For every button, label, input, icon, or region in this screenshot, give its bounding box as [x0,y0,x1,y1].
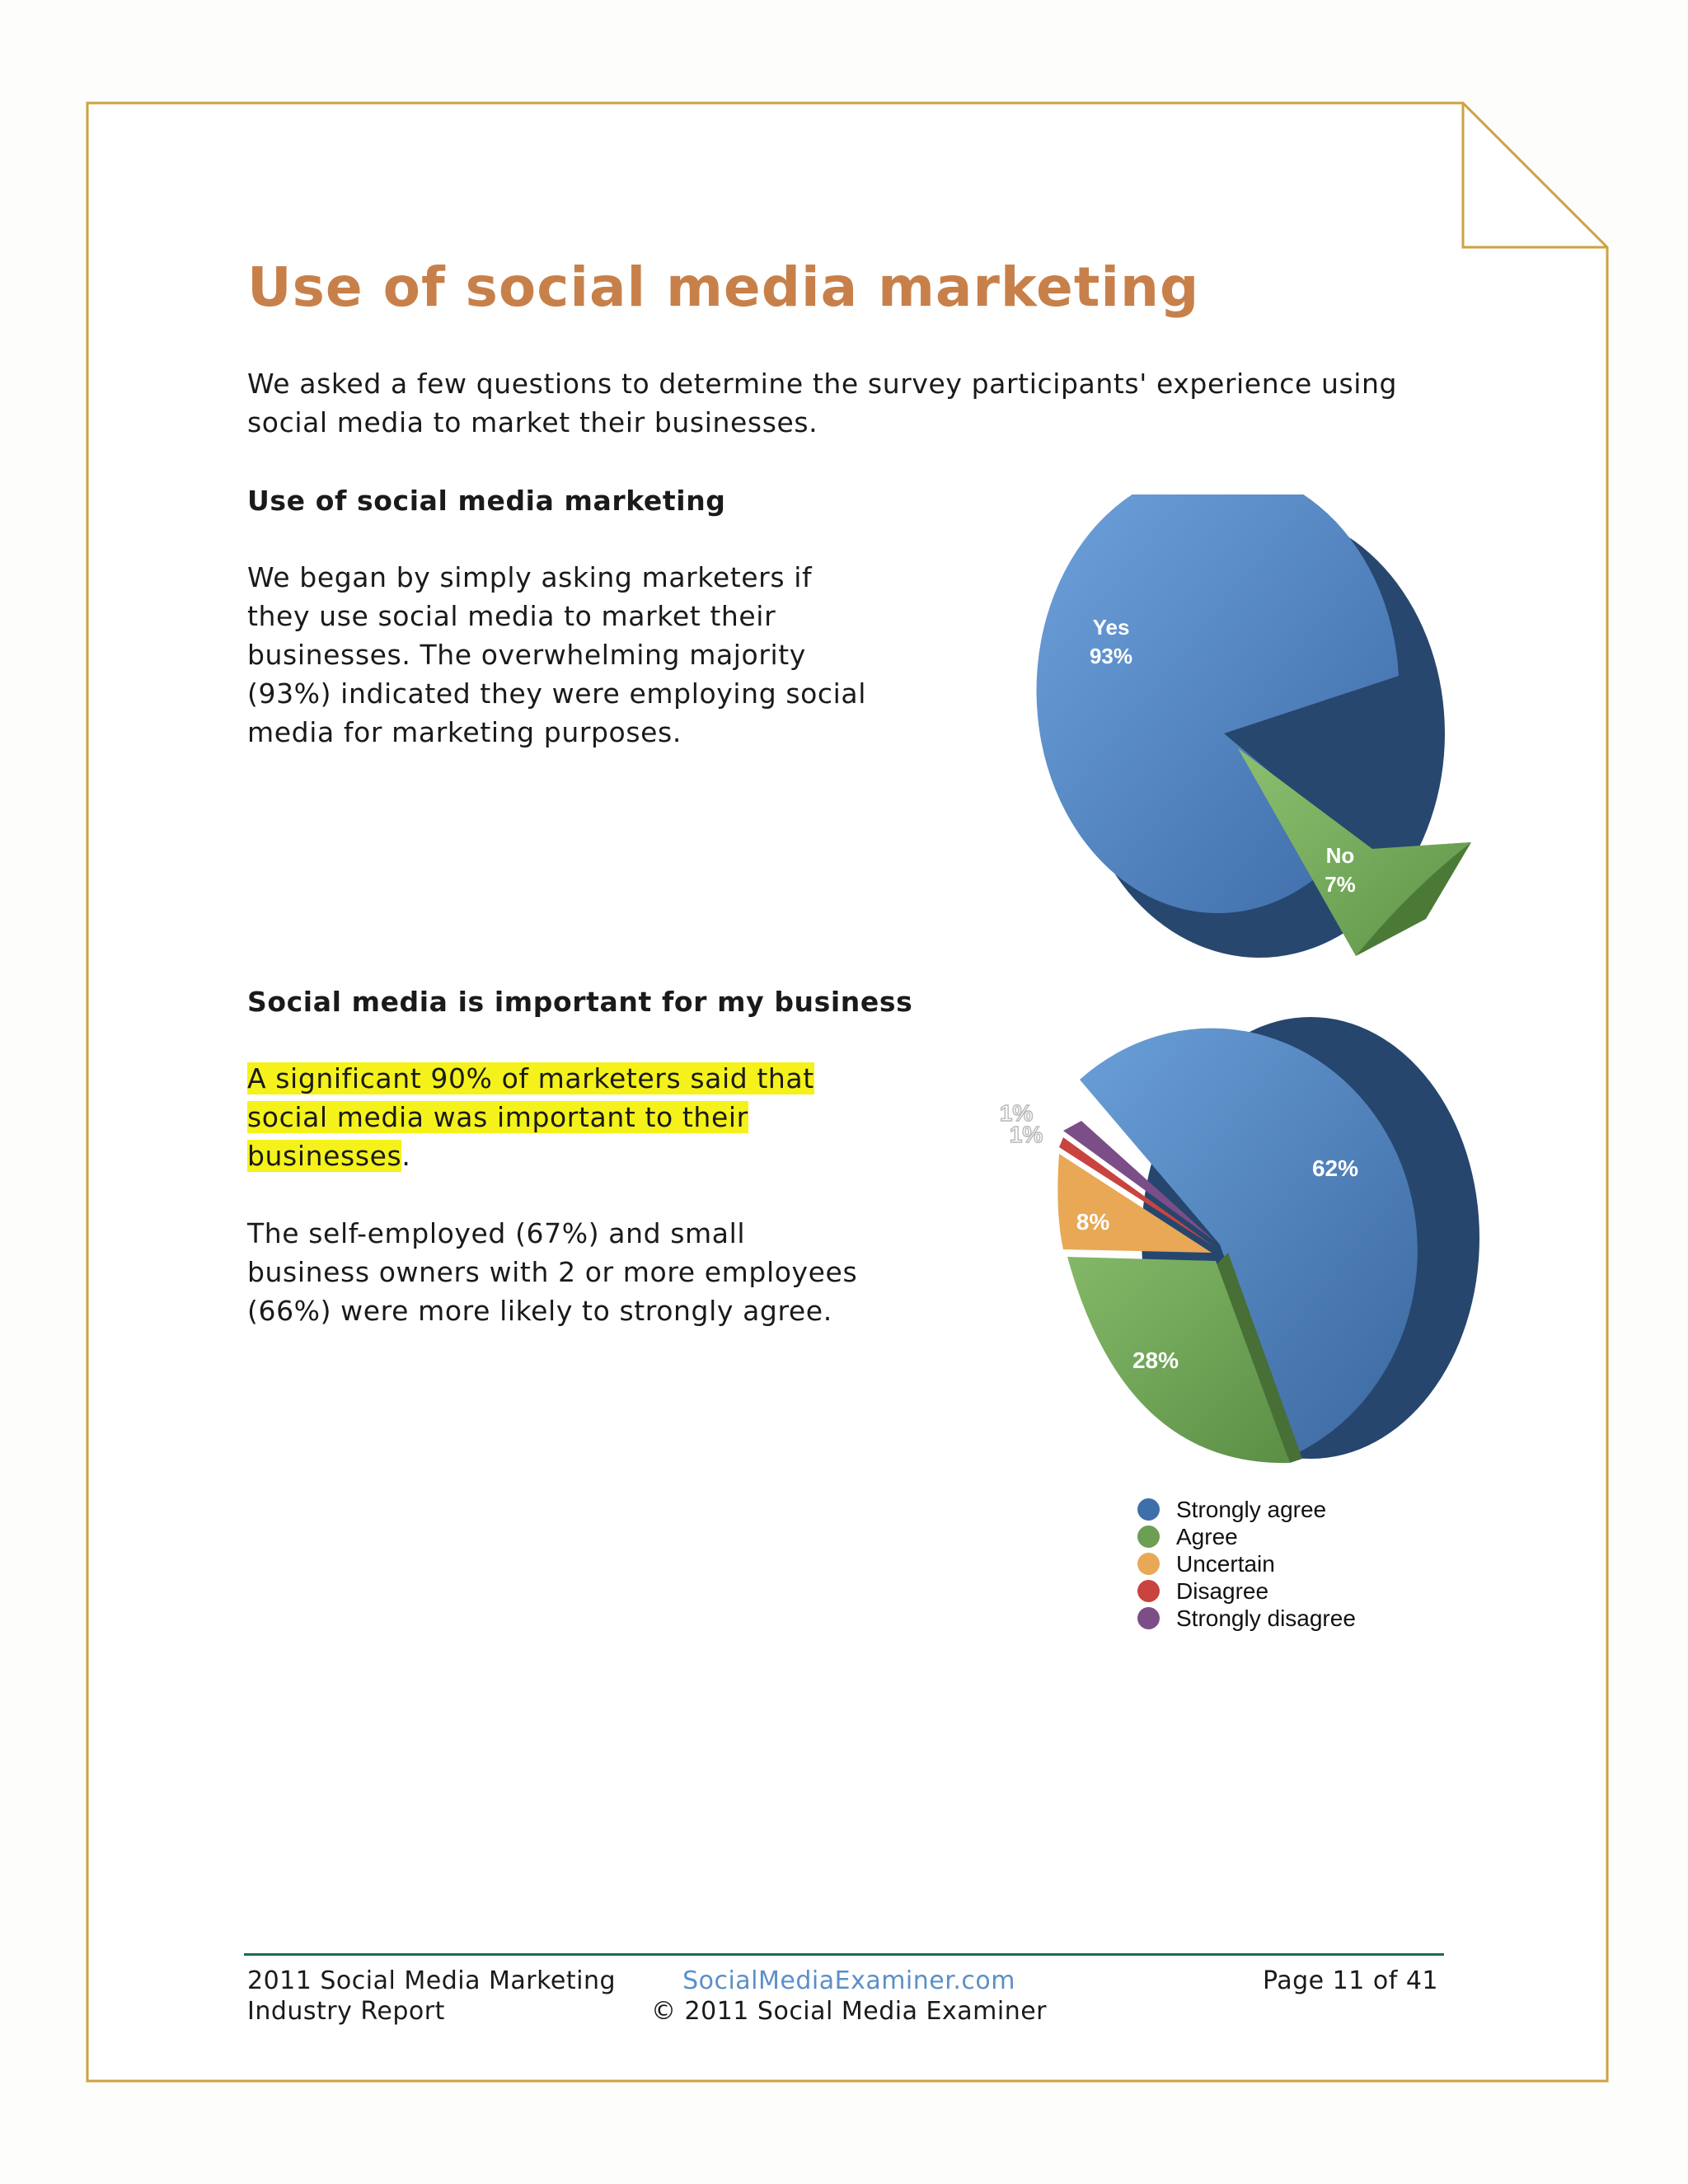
legend-label-uncertain: Uncertain [1176,1550,1275,1577]
highlight-line-2: social media was important to their [247,1101,748,1133]
legend-label-agree: Agree [1176,1523,1238,1549]
legend-label-strongly-agree: Strongly agree [1176,1496,1327,1522]
footer-report-line-1: 2011 Social Media Marketing [247,1966,617,1995]
legend-item-agree [1137,1523,1356,1550]
section-body-importance: The self-employed (67%) and small business owners with 2 or more employees (66%) were more likely to strongly agree. [247,1217,858,1327]
legend-item-uncertain [1137,1550,1356,1577]
section-heading-importance: Social media is important for my business [247,986,913,1018]
pie-legend [1137,1496,1356,1632]
page-title: Use of social media marketing [247,255,1200,319]
legend-item-strongly-agree [1137,1496,1356,1523]
legend-label-strongly-disagree: Strongly disagree [1176,1605,1356,1631]
highlighted-paragraph [247,1059,874,1175]
pie-value-strongly-agree: 62% [1311,1155,1359,1181]
legend-swatch-uncertain [1137,1553,1160,1575]
pie-label-no: No [1325,843,1355,868]
pie-value-strongly-disagree: 1% [1009,1122,1043,1147]
footer-page-number: Page 11 of 41 [1263,1966,1438,1995]
pie-value-agree: 28% [1132,1347,1179,1373]
footer-center [626,1966,1071,2027]
legend-swatch-disagree [1137,1580,1160,1602]
pie-chart-usage [1022,494,1484,972]
legend-label-disagree: Disagree [1176,1577,1269,1604]
highlight-tail: . [401,1140,411,1172]
legend-swatch-agree [1137,1526,1160,1548]
pie-value-uncertain: 8% [1076,1209,1110,1235]
intro-paragraph: We asked a few questions to determine the survey participants' experience using social media to market their businesses. [247,368,1398,438]
legend-item-strongly-disagree [1137,1605,1356,1632]
highlight-line-1: A significant 90% of marketers said that [247,1062,814,1094]
footer-site-link[interactable]: SocialMediaExaminer.com [682,1966,1015,1995]
pie-value-no: 7% [1325,872,1356,897]
legend-swatch-strongly-agree [1137,1498,1160,1521]
highlight-line-3: businesses [247,1140,402,1172]
pie-value-yes: 93% [1089,644,1133,668]
footer-rule [244,1953,1444,1956]
legend-swatch-strongly-disagree [1137,1607,1160,1629]
footer-report-line-2: Industry Report [247,1997,445,2026]
pie-chart-importance [981,1005,1500,1483]
legend-item-disagree [1137,1577,1356,1605]
footer-copyright: © 2011 Social Media Examiner [651,1997,1047,2026]
pie-label-yes: Yes [1092,615,1130,640]
section-heading-use: Use of social media marketing [247,485,726,517]
pie-value-disagree: 1% [999,1100,1034,1126]
footer-report-title [247,1966,626,2027]
section-body-use: We began by simply asking marketers if they use social media to market their businesses. The overwhelming majority (93%) indicated they were employing social media for marketing purposes. [247,561,867,748]
